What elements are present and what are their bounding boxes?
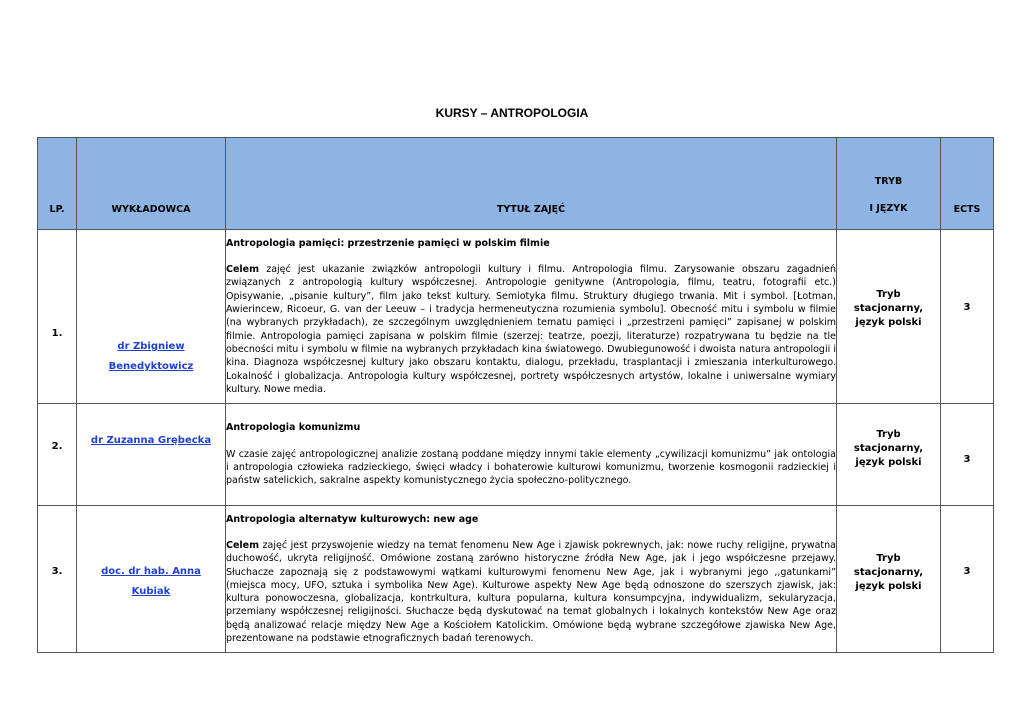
lecturer-cell bbox=[77, 506, 226, 653]
header-ects: ECTS bbox=[941, 138, 994, 230]
course-name: Antropologia pamięci: przestrzenie pamięci w polskim filmie bbox=[226, 237, 550, 249]
course-description: Celem zajęć jest ukazanie związków antropologii kultury i filmu. Antropologia filmu. Zarysowanie obszaru zagadnień związanych z antropologią kultury współczesnej. Antropologie genitywne (Antropologia, filmu, teatru, fotografii etc.) Opisywanie, „pisanie kultury”, film jako tekst kultury. Semiotyka filmu. Struktury długiego trwania. Mit i symbol. [Łotman, Awierincew, Ricoeur, G. van der Leeuw – i tradycja hermeneutyczna rozumienia symbolu]. Obecność mitu i symbolu w filmie (na wybranych przykładach), ze szczególnym uwzględnieniem tematu pamięci i „przestrzeni pamięci” zapisanej w polskim filmie. Antropologia pamięci zapisana w polskim filmie (szerzej: teatrze, poezji, literaturze) rozpatrywana tu będzie na tle obecności mitu i symbolu w filmie na wybranych przykładach kina światowego. Dwubiegunowość i dwoista natura antropologii i kina. Diagnoza współczesnej kultury jako obszaru kontaktu, dialogu, przekładu, trasplantacji i zmieszania interkulturowego. Lokalność i globalizacja. Antropologia kultury współczesnej, portrety współczesnych artystów, lokalne i uniwersalne wymiary kultury. Nowe media. bbox=[226, 264, 836, 395]
lecturer-cell bbox=[77, 404, 226, 506]
ects-value: 3 bbox=[941, 404, 994, 506]
page-title: KURSY – ANTROPOLOGIA bbox=[435, 106, 589, 120]
lecturer-link[interactable]: doc. dr hab. Anna Kubiak bbox=[101, 566, 201, 597]
course-cell bbox=[226, 506, 837, 653]
header-mode-line1: TRYB bbox=[874, 176, 903, 187]
mode-language-cell: Tryb stacjonarny, język polski bbox=[837, 230, 941, 404]
course-cell bbox=[226, 404, 837, 506]
header-course-title: TYTUŁ ZAJĘĆ bbox=[226, 138, 837, 230]
table-row bbox=[38, 404, 994, 506]
courses-table bbox=[37, 137, 994, 653]
table-header-row bbox=[38, 138, 994, 230]
course-name: Antropologia alternatyw kulturowych: new age bbox=[226, 513, 479, 525]
table-row bbox=[38, 230, 994, 404]
lecturer-cell bbox=[77, 230, 226, 404]
header-lp: LP. bbox=[38, 138, 77, 230]
mode-language-cell: Tryb stacjonarny, język polski bbox=[837, 506, 941, 653]
course-description: Celem zajęć jest przyswojenie wiedzy na temat fenomenu New Age i zjawisk pokrewnych, jak: nowe ruchy religijne, prywatna duchowość, ukryta religijność. Omówione zostaną zarówno historyczne źródła New Age, jak i jego współczesne przejawy. Słuchacze zapoznają się z podstawowymi wątkami kulturowymi fenomenu New Age, jak i wybranymi jego ,,gatunkami” (miejsca mocy, UFO, sztuka i symbolika New Age). Kulturowe aspekty New Age będą odnoszone do szerszych zjawisk, jak: kultura ponowoczesna, globalizacja, kontrkultura, kultura popularna, kultura konsumpcyjna, indywidualizm, sekularyzacja, przemiany współczesnej religijności. Słuchacze będą dyskutować na temat globalnych i lokalnych kontekstów New Age oraz będą analizować relacje między New Age a Kościołem Katolickim. Omówione będą wybrane szczegółowe zjawiska New Age, prezentowane na podstawie etnograficznych badań terenowych. bbox=[226, 539, 836, 645]
mode-language-cell: Tryb stacjonarny, język polski bbox=[837, 404, 941, 506]
header-mode-language bbox=[837, 138, 941, 230]
table-row bbox=[38, 506, 994, 653]
ects-value: 3 bbox=[941, 506, 994, 653]
lecturer-link[interactable]: dr Zbigniew Benedyktowicz bbox=[108, 341, 194, 372]
row-number: 2. bbox=[38, 404, 77, 506]
ects-value: 3 bbox=[941, 230, 994, 404]
header-lecturer: WYKŁADOWCA bbox=[77, 138, 226, 230]
course-name: Antropologia komunizmu bbox=[226, 422, 361, 434]
course-cell bbox=[226, 230, 837, 404]
lecturer-link[interactable]: dr Zuzanna Grębecka bbox=[90, 435, 212, 446]
row-number: 1. bbox=[38, 230, 77, 404]
row-number: 3. bbox=[38, 506, 77, 653]
course-description: W czasie zajęć antropologicznej analizie zostaną poddane między innymi takie elementy „cywilizacji komunizmu” jak ontologia i antropologia człowieka radzieckiego, święci władcy i bohaterowie kulturowi komunizmu, tworzenie kosmogonii radzieckiej i państw satelickich, sakralne aspekty komunistycznego życia społeczno-politycznego. bbox=[226, 448, 836, 487]
header-mode-line2: I JĘZYK bbox=[869, 203, 908, 214]
